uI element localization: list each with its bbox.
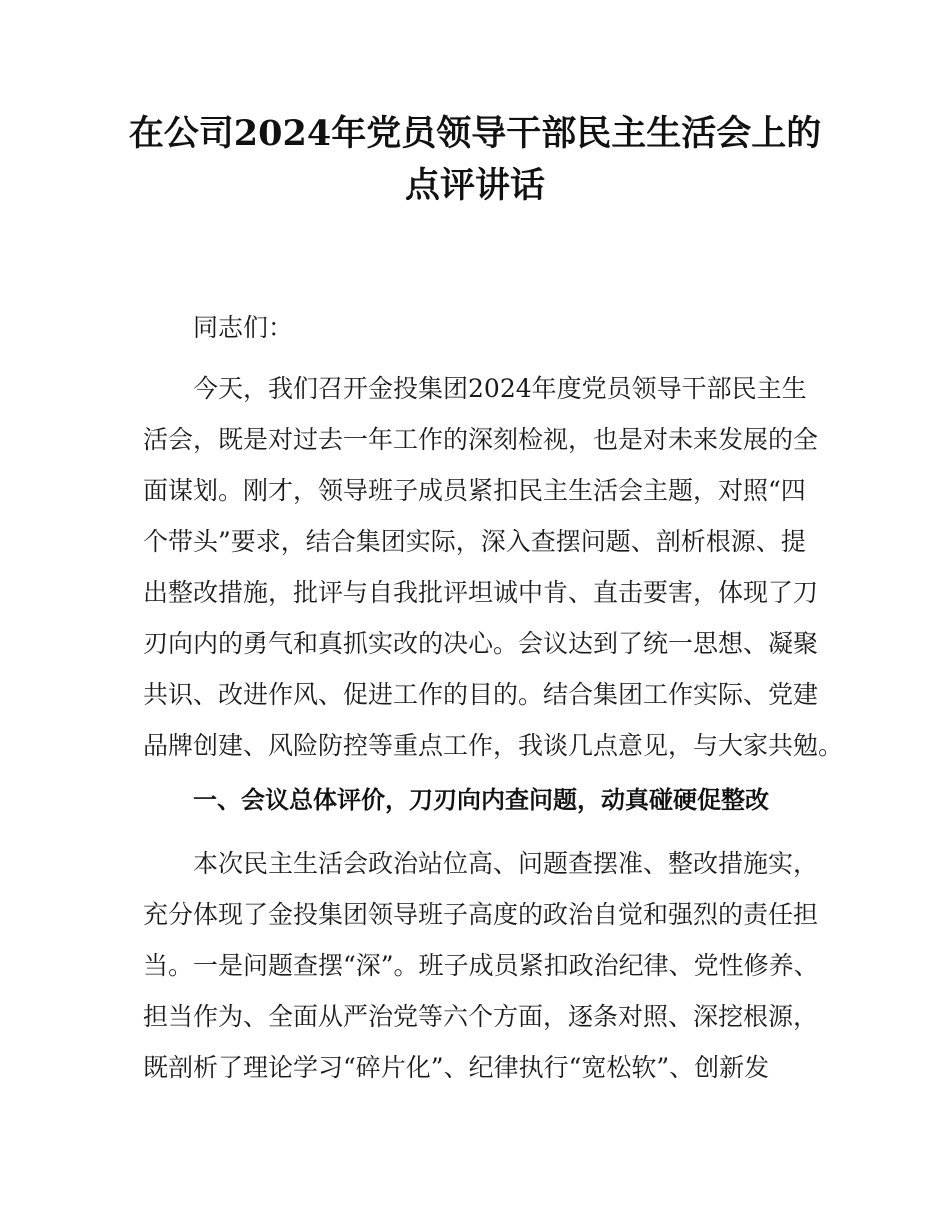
paragraph-1-line: 活会，既是对过去一年工作的深刻检视，也是对未来发展的全 (143, 425, 819, 454)
paragraph-1-line: 品牌创建、风险防控等重点工作，我谈几点意见，与大家共勉。 (143, 731, 844, 760)
paragraph-1-line: 面谋划。刚才，领导班子成员紧扣民主生活会主题，对照“四 (143, 476, 806, 505)
paragraph-1-line: 出整改措施，批评与自我批评坦诚中肯、直击要害，体现了刀 (143, 578, 819, 607)
paragraph-1 (143, 363, 844, 771)
paragraph-2-line: 既剖析了理论学习“碎片化”、纪律执行“宽松软”、创新发 (143, 1053, 770, 1082)
paragraph-1-line: 个带头”要求，结合集团实际，深入查摆问题、剖析根源、提 (143, 527, 806, 556)
document-title (100, 108, 850, 212)
title-line-1: 在公司2024年党员领导干部民主生活会上的 (128, 113, 822, 154)
paragraph-2 (143, 838, 827, 1093)
paragraph-2-line: 当。一是问题查摆“深”。班子成员紧扣政治纪律、党性修养、 (143, 951, 819, 980)
paragraph-1-line: 共识、改进作风、促进工作的目的。结合集团工作实际、党建 (143, 680, 819, 709)
section-1-heading: 一、会议总体评价，刀刃向内查问题，动真碰硬促整改 (193, 786, 769, 814)
paragraph-1-line: 今天，我们召开金投集团2024年度党员领导干部民主生 (193, 374, 807, 403)
title-line-2: 点评讲话 (404, 165, 545, 206)
paragraph-2-line: 本次民主生活会政治站位高、问题查摆准、整改措施实， (193, 849, 819, 878)
paragraph-1-line: 刃向内的勇气和真抓实改的决心。会议达到了统一思想、凝聚 (143, 629, 819, 658)
greeting-text: 同志们： (193, 313, 294, 342)
paragraph-2-line: 充分体现了金投集团领导班子高度的政治自觉和强烈的责任担 (143, 900, 819, 929)
greeting-paragraph (143, 302, 827, 353)
paragraph-2-line: 担当作为、全面从严治党等六个方面，逐条对照、深挖根源， (143, 1002, 819, 1031)
